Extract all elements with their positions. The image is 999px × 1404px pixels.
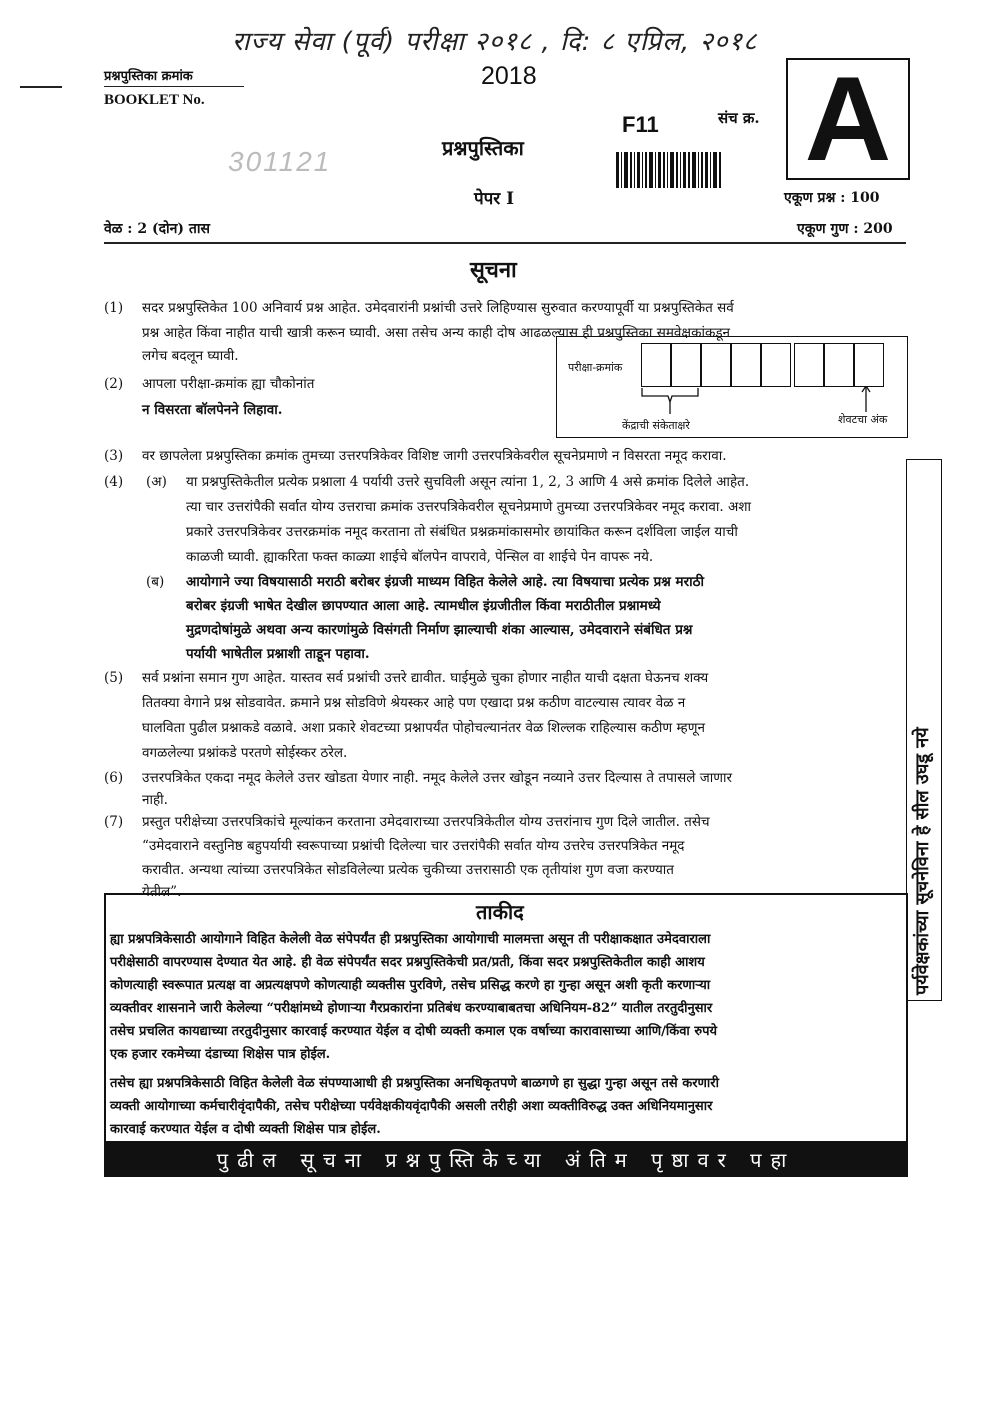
center-code-label: केंद्राची संकेताक्षरे: [622, 419, 690, 432]
instruction-number: (3): [104, 448, 124, 464]
last-digit-label: शेवटचा अंक: [838, 413, 888, 426]
warning-title: ताकीद: [476, 900, 524, 924]
set-letter: A: [804, 52, 892, 186]
instruction-line: बरोबर इंग्रजी भाषेत देखील छापण्यात आला आहे. त्यामधील इंग्रजीतील किंवा मराठीतील प्रश्नामध्ये: [186, 598, 661, 614]
instruction-number: (5): [104, 670, 124, 686]
footer-text: पुढील सूचना प्रश्नपुस्तिकेच्या अंतिम पृष्ठावर पहा: [216, 1147, 796, 1172]
instruction-number: (1): [104, 300, 124, 316]
seal-side-text: पर्यवेक्षकांच्या सूचनेविना हे सील उघडू नये: [912, 727, 933, 995]
instruction-line: प्रस्तुत परीक्षेच्या उत्तरपत्रिकांचे मूल्यांकन करताना उमेदवाराच्या उत्तरपत्रिकेतील योग्य उत्तरांनाच गुण दिले जातील. तसेच: [142, 814, 710, 830]
warning-line: तसेच ह्या प्रश्नपत्रिकेसाठी विहित केलेली वेळ संपण्याआधी ही प्रश्नपुस्तिका अनधिकृतपणे बाळगणे हा सुद्धा गुन्हा असून तसे करणारी: [110, 1076, 719, 1091]
year: 2018: [481, 62, 537, 90]
seat-digit-box: [731, 343, 761, 387]
seat-digit-box: [641, 343, 671, 387]
warning-line: परीक्षेसाठी वापरण्यास देण्यात येत आहे. ही वेळ संपेपर्यंत सदर प्रश्नपुस्तिकेची प्रत/प्रती, किंवा सदर प्रश्नपुस्तिकेतील काही आशय: [110, 955, 705, 970]
barcode-icon: [616, 152, 724, 188]
warning-line: ह्या प्रश्नपत्रिकेसाठी आयोगाने विहित केलेली वेळ संपेपर्यंत ही प्रश्नपुस्तिका आयोगाची मालमत्ता असून ती परीक्षाकक्षात उमेदवाराला: [110, 932, 711, 947]
instructions-title: सूचना: [470, 257, 517, 283]
instruction-line: आयोगाने ज्या विषयासाठी मराठी बरोबर इंग्रजी माध्यम विहित केलेले आहे. त्या विषयाचा प्रत्येक प्रश्न मराठी: [186, 574, 704, 590]
seat-digit-box: [761, 343, 791, 387]
warning-line: एक हजार रकमेच्या दंडाच्या शिक्षेस पात्र होईल.: [110, 1047, 331, 1062]
instruction-line: तितक्या वेगाने प्रश्न सोडवावेत. क्रमाने प्रश्न सोडविणे श्रेयस्कर आहे पण एखादा प्रश्न कठीण वाटल्यास त्यावर वेळ न: [142, 695, 686, 711]
total-questions: एकूण प्रश्न : 100: [784, 190, 880, 206]
instruction-line: प्रकारे उत्तरपत्रिकेवर उत्तरक्रमांक नमूद करताना तो संबंधित प्रश्नक्रमांकासमोर छायांकित करून दर्शविला जाईल याची: [186, 524, 738, 540]
paper-label: पेपर I: [474, 189, 515, 209]
instruction-number: (2): [104, 376, 124, 392]
instruction-line: मुद्रणदोषांमुळे अथवा अन्य कारणांमुळे विसंगती निर्माण झाल्याची शंका आल्यास, उमेदवाराने संबंधित प्रश्न: [186, 622, 693, 638]
seat-number-label: परीक्षा-क्रमांक: [568, 361, 623, 374]
instruction-line: पर्यायी भाषेतील प्रश्नाशी ताडून पहावा.: [186, 646, 370, 662]
seat-digit-box: [824, 343, 854, 387]
instruction-line: सर्व प्रश्नांना समान गुण आहेत. यास्तव सर्व प्रश्नांची उत्तरे द्यावीत. घाईमुळे चुका होणार नाहीत याची दक्षता घेऊनच शक्य: [142, 670, 709, 686]
header-divider: [104, 242, 906, 244]
instruction-number: (7): [104, 814, 124, 830]
instruction-line: येतील”.: [142, 884, 182, 900]
instruction-line: सदर प्रश्नपुस्तिकेत 100 अनिवार्य प्रश्न आहेत. उमेदवारांनी प्रश्नांची उत्तरे लिहिण्यास सुरुवात करण्यापूर्वी या प्रश्नपुस्तिकेत सर्व: [142, 300, 734, 316]
total-marks: एकूण गुण : 200: [797, 221, 893, 237]
booklet-no-label-en: BOOKLET No.: [104, 92, 205, 108]
instruction-line: नाही.: [142, 792, 168, 808]
seat-digit-box: [794, 343, 824, 387]
instruction-line: उत्तरपत्रिकेत एकदा नमूद केलेले उत्तर खोडता येणार नाही. नमूद केलेले उत्तर खोडून नव्याने उत्तर दिल्यास ते तपासले जाणार: [142, 770, 733, 786]
set-letter-box: [786, 52, 910, 186]
instruction-line: वगळलेल्या प्रश्नांकडे परतणे सोईस्कर ठरेल.: [142, 745, 348, 761]
instruction-line: त्या चार उत्तरांपैकी सर्वात योग्य उत्तराचा क्रमांक उत्तरपत्रिकेवरील सूचनेप्रमाणे तुमच्या उत्तरपत्रिकेवर नमूद करावा. अशा: [186, 499, 752, 515]
footer-banner: [104, 1141, 908, 1177]
instruction-line: घालविता पुढील प्रश्नाकडे वळावे. अशा प्रकारे शेवटच्या प्रश्नापर्यंत पोहोचल्यानंतर वेळ शिल्लक राहिल्यास कठीण म्हणून: [142, 720, 705, 736]
instruction-line: या प्रश्नपुस्तिकेतील प्रत्येक प्रश्नाला 4 पर्यायी उत्तरे सुचविली असून त्यांना 1, 2, 3 आणि 4 असे क्रमांक दिलेले आहेत.: [186, 474, 750, 490]
series-code: F11: [622, 112, 659, 137]
instruction-sub-number: (अ): [146, 474, 167, 490]
warning-line: व्यक्ती आयोगाच्या कर्मचारीवृंदापैकी, तसेच परीक्षेच्या पर्यवेक्षकीयवृंदापैकी असली तरीही अशा व्यक्तीविरुद्ध उक्त अधिनियमानुसार: [110, 1099, 713, 1114]
booklet-label-underline: [104, 86, 244, 87]
booklet-title: प्रश्नपुस्तिका: [442, 136, 524, 160]
set-label: संच क्र.: [718, 109, 760, 127]
instruction-number: (6): [104, 770, 124, 786]
instruction-number: (4): [104, 474, 124, 490]
instruction-line: वर छापलेला प्रश्नपुस्तिका क्रमांक तुमच्या उत्तरपत्रिकेवर विशिष्ट जागी उत्तरपत्रिकेवरील सूचनेप्रमाणे न विसरता नमूद करावा.: [142, 448, 727, 464]
instruction-line: आपला परीक्षा-क्रमांक ह्या चौकोनांत: [142, 376, 315, 392]
instruction-line: काळजी घ्यावी. ह्याकरिता फक्त काळ्या शाईचे बॉलपेन वापरावे, पेन्सिल वा शाईचे पेन वापरू नये.: [186, 549, 654, 565]
booklet-no-label-mr: प्रश्नपुस्तिका क्रमांक: [104, 69, 193, 84]
exam-duration: वेळ : 2 (दोन) तास: [104, 221, 210, 237]
seat-digit-box: [671, 343, 701, 387]
instruction-line: प्रश्न आहेत किंवा नाहीत याची खात्री करून घ्यावी. असा तसेच अन्य काही दोष आढळल्यास ही प्रश्नपुस्तिका समवेक्षकांकडून: [142, 325, 731, 341]
warning-line: कोणत्याही स्वरूपात प्रत्यक्ष वा अप्रत्यक्षपणे कोणत्याही व्यक्तीस पुरविणे, तसेच प्रसिद्ध करणे हा गुन्हा असून अशी कृती करणाऱ्या: [110, 978, 711, 993]
booklet-number: 301121: [228, 146, 332, 177]
instruction-sub-number: (ब): [146, 574, 165, 590]
margin-dash: [20, 86, 62, 88]
instruction-line: लगेच बदलून घ्यावी.: [142, 348, 239, 364]
warning-line: व्यक्तीवर शासनाने जारी केलेल्या “परीक्षांमध्ये होणाऱ्या गैरप्रकारांना प्रतिबंध करण्याबाबतचा अधिनियम-82” यातील तरतुदीनुसार: [110, 1001, 713, 1016]
seat-digit-box: [854, 343, 884, 387]
warning-line: कारवाई करण्यात येईल व दोषी व्यक्ती शिक्षेस पात्र होईल.: [110, 1122, 381, 1137]
instruction-line: करावीत. अन्यथा त्यांच्या उत्तरपत्रिकेत सोडविलेल्या प्रत्येक चुकीच्या उत्तरासाठी एक तृतीयांश गुण वजा करण्यात: [142, 862, 674, 878]
seat-digit-box: [701, 343, 731, 387]
instruction-line: “उमेदवाराने वस्तुनिष्ठ बहुपर्यायी स्वरूपाच्या प्रश्नांची दिलेल्या चार उत्तरांपैकी सर्वात योग्य उत्तरेच उत्तरपत्रिकेत नमूद: [142, 838, 685, 854]
instruction-line: न विसरता बॉलपेनने लिहावा.: [142, 402, 283, 418]
warning-line: तसेच प्रचलित कायद्याच्या तरतुदीनुसार कारवाई करण्यात येईल व दोषी व्यक्ती कमाल एक वर्षाच्या कारावासाच्या आणि/किंवा रुपये: [110, 1024, 718, 1039]
handwritten-exam-note: राज्य सेवा (पूर्व) परीक्षा २०१८ , दि: ८ एप्रिल, २०१८: [232, 27, 758, 57]
